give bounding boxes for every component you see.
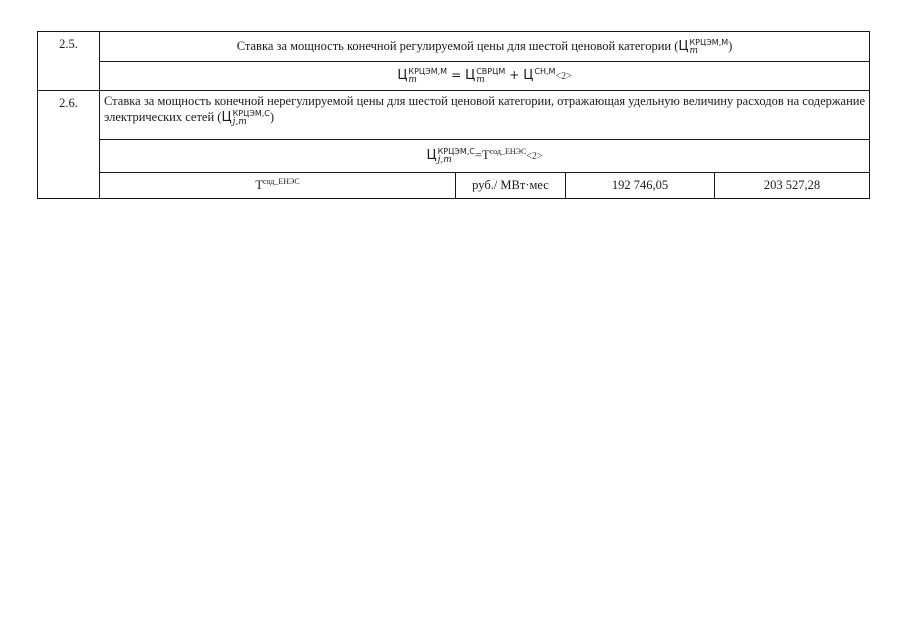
symbol-ts: Ц <box>397 67 408 83</box>
table-row <box>38 173 870 199</box>
value-cell-2: 203 527,28 <box>715 173 870 199</box>
footnote-ref: <2> <box>555 70 572 82</box>
value-symbol-cell <box>100 173 456 199</box>
index-stack <box>233 109 270 127</box>
subscript: m <box>476 75 485 85</box>
superscript: сод_ЕНЭС <box>489 146 527 156</box>
index-stack <box>689 38 728 56</box>
superscript: КРЦЭМ,С <box>437 147 475 156</box>
symbol-t: Т <box>481 147 490 162</box>
formula-2-6 <box>100 140 870 173</box>
footnote-ref: <2> <box>526 150 543 162</box>
superscript: КРЦЭМ,М <box>689 37 729 47</box>
symbol-t: Т <box>255 178 263 192</box>
superscript: СВРЦМ <box>476 67 506 76</box>
index-stack <box>534 67 555 85</box>
unit-cell: руб./ МВт·мес <box>456 173 566 199</box>
symbol-ts: Ц <box>465 67 476 83</box>
symbol-ts: Ц <box>523 67 534 83</box>
plus-sign: + <box>509 67 520 82</box>
row-number-2-6: 2.6. <box>38 91 100 199</box>
table-row <box>38 140 870 173</box>
paren-close: ) <box>269 109 275 124</box>
symbol-ts: Ц <box>426 147 437 163</box>
row-description-2-6 <box>100 91 870 140</box>
table-row <box>38 32 870 62</box>
subscript: m <box>689 45 699 56</box>
formula-2-5 <box>100 62 870 91</box>
symbol-ts: Ц <box>678 38 689 54</box>
subscript: j,m <box>232 117 247 127</box>
superscript: КРЦЭМ,С <box>232 109 270 118</box>
value-cell-1: 192 746,05 <box>566 173 715 199</box>
index-stack <box>476 67 505 85</box>
superscript: СН,М <box>534 67 556 76</box>
equals-sign: = <box>451 67 462 82</box>
tariff-table <box>37 31 870 199</box>
subscript: j,m <box>437 155 452 165</box>
symbol-ts: Ц <box>221 109 232 125</box>
row-number-2-5: 2.5. <box>38 32 100 91</box>
subscript: m <box>408 75 417 85</box>
table-row <box>38 62 870 91</box>
table-row <box>38 91 870 140</box>
index-stack <box>408 67 447 85</box>
description-text: Ставка за мощность конечной нерегулируемой цены для шестой ценовой категории, отражающая удельную величину расходов на содержание электрических сетей ( <box>104 94 866 124</box>
index-stack <box>438 147 475 165</box>
description-text: Ставка за мощность конечной регулируемой цены для шестой ценовой категории ( <box>236 38 679 53</box>
superscript: КРЦЭМ,М <box>408 67 448 76</box>
equals-sign: = <box>474 147 482 162</box>
paren-close: ) <box>728 38 733 53</box>
superscript: сод_ЕНЭС <box>262 176 300 186</box>
row-description-2-5 <box>100 32 870 62</box>
